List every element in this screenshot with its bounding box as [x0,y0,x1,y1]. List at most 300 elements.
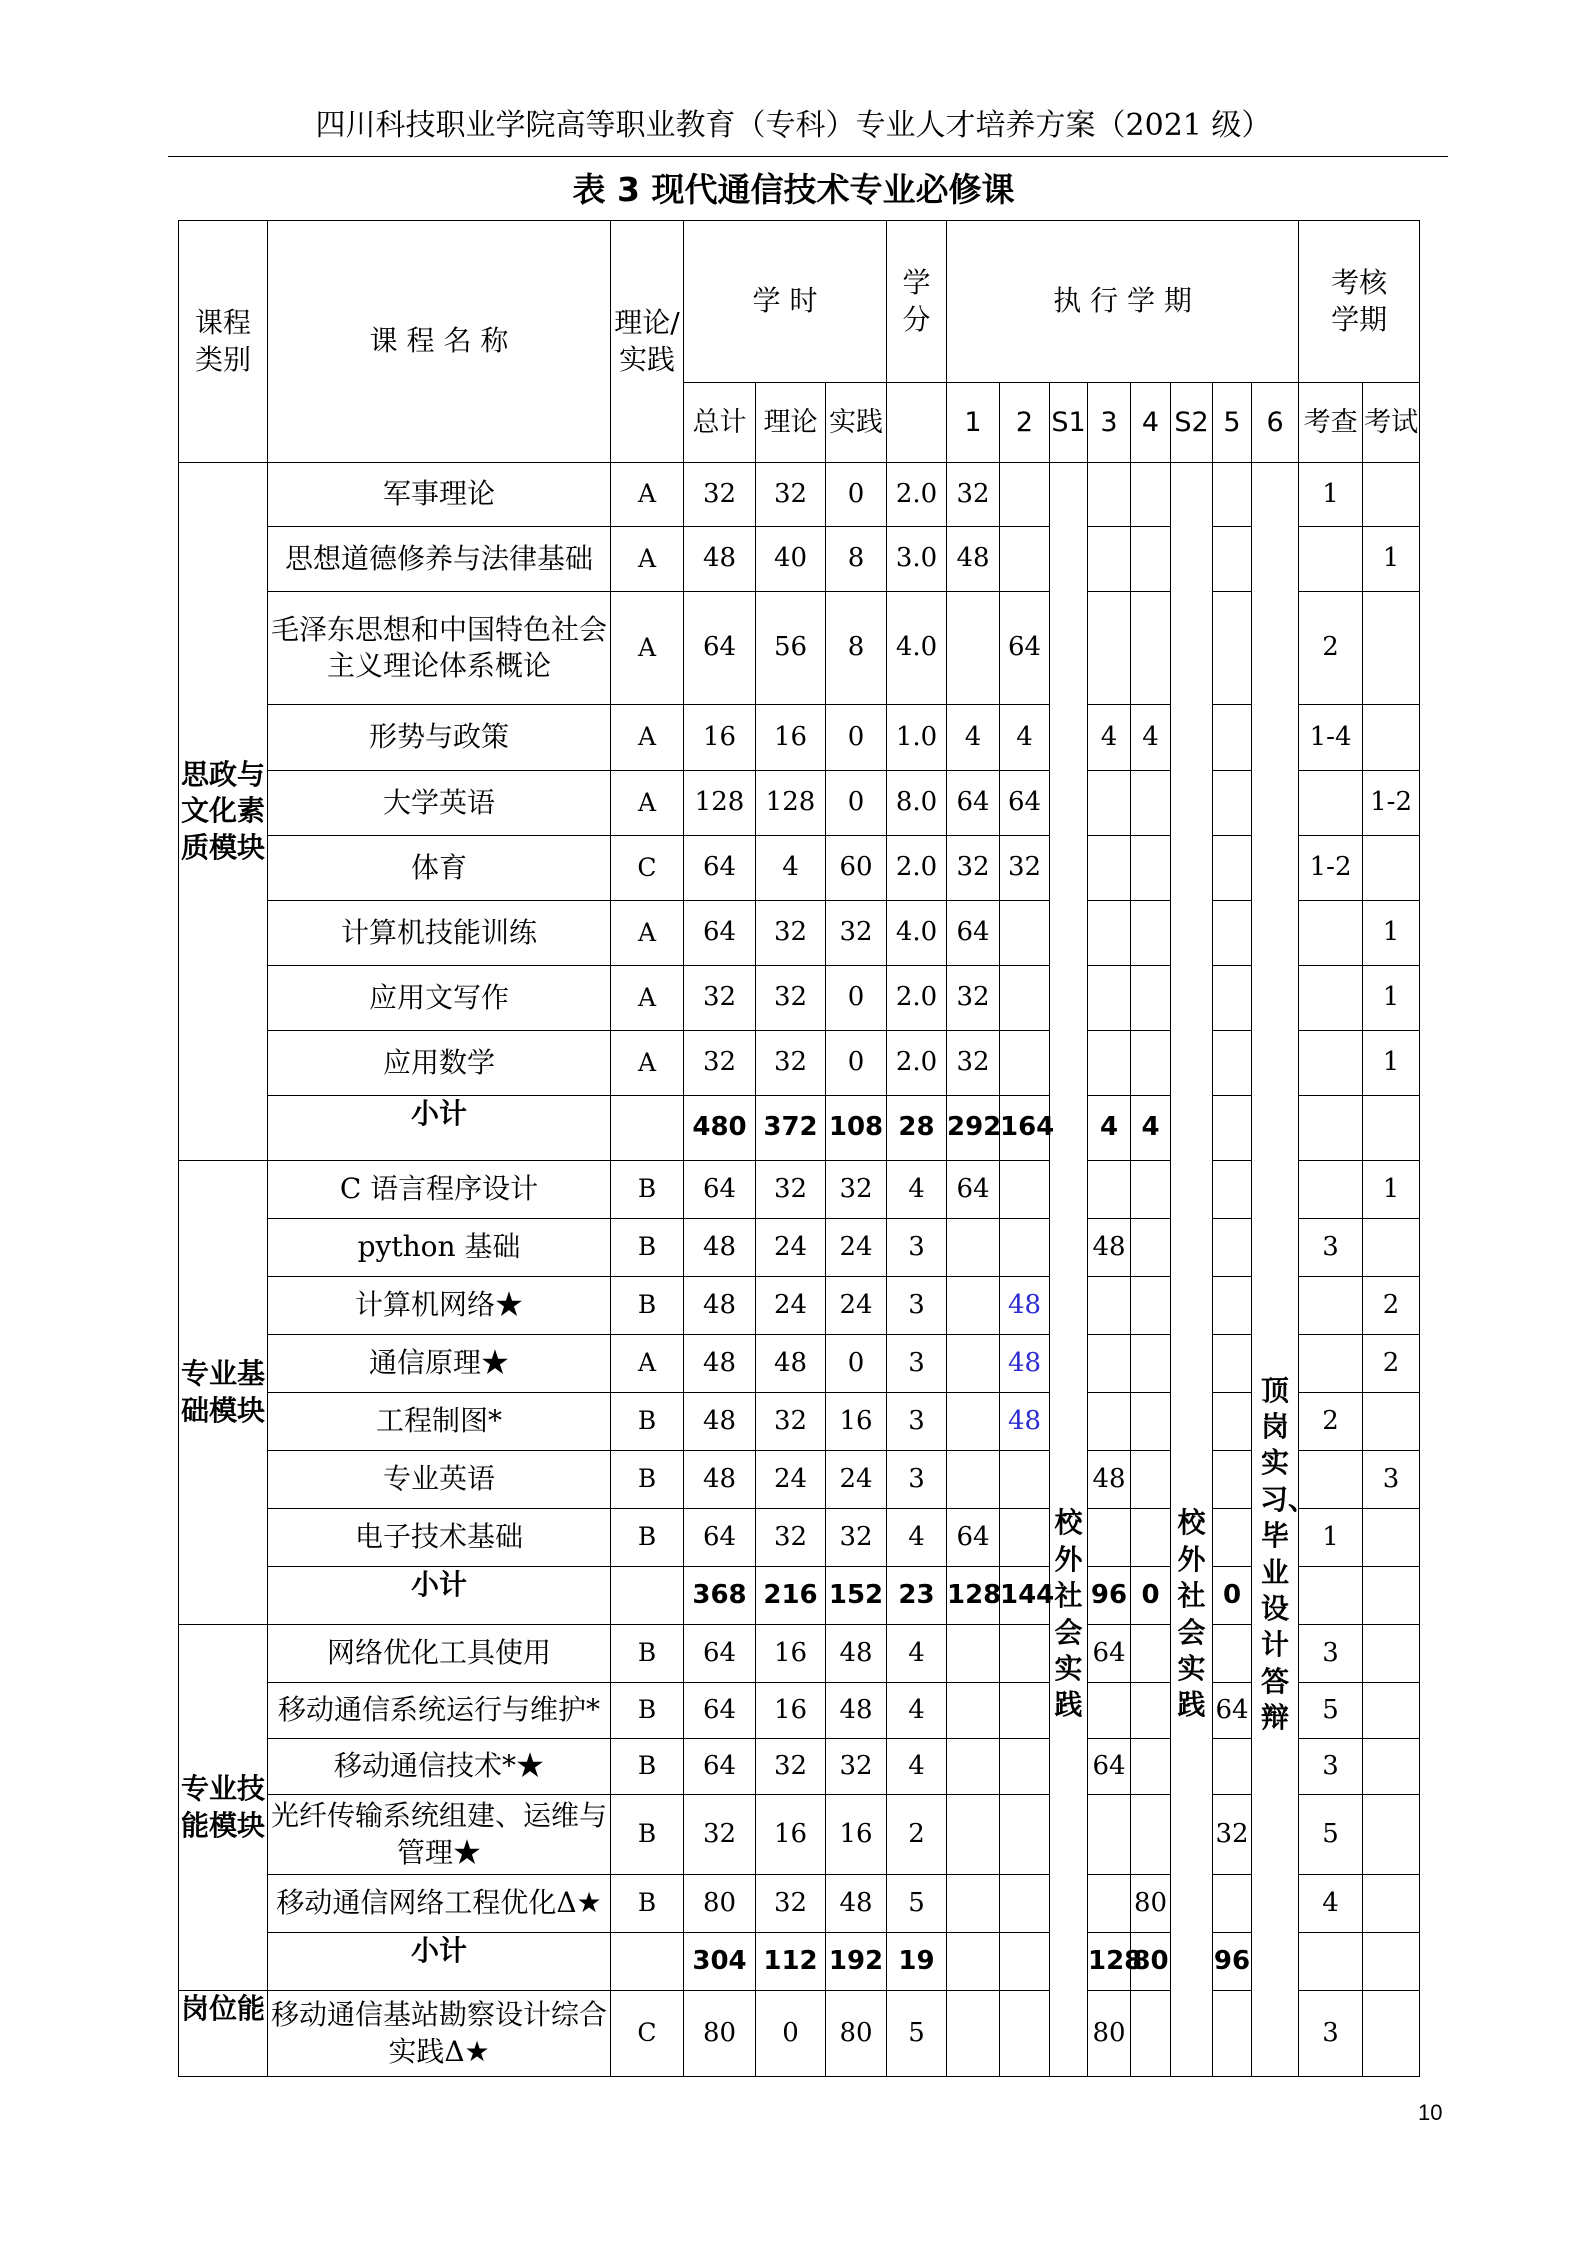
check-term: 2 [1299,1393,1363,1451]
check-term: 5 [1299,1795,1363,1875]
check-term [1299,1161,1363,1219]
hours-practice: 24 [826,1277,887,1335]
sem-1-hours: 48 [947,527,1000,592]
hours-practice: 0 [826,771,887,836]
sem-4-hours [1131,1795,1171,1875]
course-name: 计算机网络★ [268,1277,611,1335]
course-type: A [611,771,684,836]
hours-practice: 0 [826,463,887,527]
hours-theory: 56 [756,592,826,705]
sem-4-hours [1131,1393,1171,1451]
hours-practice: 80 [826,1991,887,2077]
hours-credit: 2.0 [887,836,947,901]
hours-credit: 3 [887,1393,947,1451]
sem-5-hours [1213,771,1252,836]
sem-1-hours: 64 [947,901,1000,966]
hours-total: 64 [684,901,756,966]
course-type: B [611,1509,684,1567]
table-row [179,1219,1420,1277]
sem-2-hours [1000,966,1050,1031]
hours-practice: 32 [826,1161,887,1219]
sem-3-hours: 4 [1088,1096,1131,1161]
sem-2-hours: 48 [1000,1393,1050,1451]
table-row [179,1451,1420,1509]
sem-5-hours [1213,1277,1252,1335]
sem-5-hours [1213,1031,1252,1096]
hours-practice: 152 [826,1567,887,1625]
sem-3-hours [1088,771,1131,836]
page-number: 10 [1418,2100,1443,2125]
exam-term [1363,1509,1420,1567]
course-name: 毛泽东思想和中国特色社会主义理论体系概论 [268,592,611,705]
sem-3-hours [1088,592,1131,705]
check-term [1299,1335,1363,1393]
table-row [179,1393,1420,1451]
table-row [179,527,1420,592]
sem-3-hours [1088,836,1131,901]
sem-1-hours [947,1277,1000,1335]
sem-4-hours [1131,1625,1171,1683]
hours-theory: 32 [756,1739,826,1795]
check-term: 4 [1299,1875,1363,1933]
hours-practice: 24 [826,1451,887,1509]
sem-2-hours: 48 [1000,1335,1050,1393]
sem-4-hours [1131,1451,1171,1509]
sem-4-hours [1131,1509,1171,1567]
course-name: 计算机技能训练 [268,901,611,966]
header-semester: 执 行 学 期 [947,221,1299,383]
sem-4-hours [1131,527,1171,592]
hours-credit: 4 [887,1625,947,1683]
section-category: 专业技能模块 [179,1625,268,1991]
course-type: C [611,1991,684,2077]
table-row [179,966,1420,1031]
course-type: A [611,966,684,1031]
hours-credit: 2.0 [887,1031,947,1096]
check-term: 3 [1299,1739,1363,1795]
header-check: 考查 [1299,383,1363,463]
sem-2-hours [1000,1219,1050,1277]
sem-2-hours [1000,527,1050,592]
sem-2-hours [1000,463,1050,527]
sem-3-hours [1088,1335,1131,1393]
sem-1-hours [947,1933,1000,1991]
hours-practice: 0 [826,1031,887,1096]
sem-4-hours [1131,1161,1171,1219]
hours-practice: 60 [826,836,887,901]
check-term [1299,1031,1363,1096]
exam-term: 1 [1363,1161,1420,1219]
sem-5-hours [1213,901,1252,966]
hours-theory: 128 [756,771,826,836]
course-type: A [611,527,684,592]
sem-4-hours [1131,1991,1171,2077]
section-category: 岗位能 [179,1991,268,2077]
section-category: 思政与文化素质模块 [179,463,268,1161]
course-type [611,1096,684,1161]
sem-2-hours [1000,1451,1050,1509]
table-row [179,1509,1420,1567]
sem-5-hours [1213,1161,1252,1219]
sem-1-hours [947,1991,1000,2077]
hours-total: 32 [684,966,756,1031]
sem-5-hours [1213,1393,1252,1451]
check-term [1299,966,1363,1031]
hours-total: 64 [684,592,756,705]
hours-total: 80 [684,1991,756,2077]
course-type: B [611,1625,684,1683]
sem-2-hours [1000,1031,1050,1096]
hours-theory: 24 [756,1451,826,1509]
sem-1-hours [947,1625,1000,1683]
exam-term [1363,592,1420,705]
sem-3-hours: 96 [1088,1567,1131,1625]
header-exam-term: 考核学期 [1299,221,1420,383]
check-term [1299,1567,1363,1625]
sem-2-hours [1000,1509,1050,1567]
sem-4-hours [1131,771,1171,836]
sem-3-hours [1088,1277,1131,1335]
check-term [1299,1096,1363,1161]
course-type [611,1933,684,1991]
hours-theory: 16 [756,1795,826,1875]
sem-3-hours [1088,1031,1131,1096]
hours-theory: 16 [756,705,826,771]
header-exam: 考试 [1363,383,1420,463]
hours-credit: 3 [887,1219,947,1277]
hours-theory: 48 [756,1335,826,1393]
header-hours-theory: 理论 [756,383,826,463]
course-type: A [611,901,684,966]
sem-2-hours [1000,1625,1050,1683]
table-row [179,901,1420,966]
hours-credit: 3.0 [887,527,947,592]
exam-term [1363,1567,1420,1625]
sem-2-hours [1000,1991,1050,2077]
course-name: 电子技术基础 [268,1509,611,1567]
hours-credit: 4 [887,1683,947,1739]
hours-theory: 24 [756,1277,826,1335]
sem-1-hours: 292 [947,1096,1000,1161]
hours-total: 32 [684,1031,756,1096]
header-credit-blank [887,383,947,463]
hours-theory: 32 [756,463,826,527]
header-rule [168,156,1448,157]
check-term [1299,1933,1363,1991]
hours-practice: 8 [826,592,887,705]
hours-practice: 48 [826,1875,887,1933]
check-term: 1-2 [1299,836,1363,901]
header-sem-4: 4 [1131,383,1171,463]
header-category: 课程类别 [179,221,268,463]
table-row [179,1031,1420,1096]
check-term: 3 [1299,1991,1363,2077]
sem-4-hours: 0 [1131,1567,1171,1625]
sem-4-hours [1131,966,1171,1031]
sem-1-hours: 32 [947,463,1000,527]
subtotal-label: 小计 [268,1567,611,1625]
exam-term [1363,1875,1420,1933]
hours-practice: 32 [826,901,887,966]
sem-4-hours [1131,901,1171,966]
course-name: 通信原理★ [268,1335,611,1393]
sem-5-hours [1213,1451,1252,1509]
check-term [1299,527,1363,592]
sem-2-hours [1000,901,1050,966]
course-type: A [611,705,684,771]
hours-credit: 3 [887,1451,947,1509]
table-row [179,592,1420,705]
hours-credit: 4 [887,1161,947,1219]
table-row [179,1991,1420,2077]
sem-4-hours: 4 [1131,705,1171,771]
exam-term [1363,1625,1420,1683]
sem-1-hours: 4 [947,705,1000,771]
table-row [179,1683,1420,1739]
hours-total: 32 [684,1795,756,1875]
course-type: B [611,1219,684,1277]
check-term: 2 [1299,592,1363,705]
exam-term [1363,1933,1420,1991]
s2-merged-cell: 校外社会实践 [1171,463,1213,2077]
course-name: 体育 [268,836,611,901]
exam-term [1363,836,1420,901]
sem-5-hours [1213,592,1252,705]
course-name: C 语言程序设计 [268,1161,611,1219]
sem-3-hours [1088,1393,1131,1451]
hours-total: 64 [684,1739,756,1795]
header-sem-1: 1 [947,383,1000,463]
sem-5-hours [1213,705,1252,771]
sem-3-hours: 48 [1088,1451,1131,1509]
sem-4-hours [1131,1031,1171,1096]
course-type: B [611,1393,684,1451]
hours-theory: 372 [756,1096,826,1161]
s1-merged-cell: 校外社会实践 [1050,463,1088,2077]
sem-5-hours [1213,1875,1252,1933]
table-title: 表 3 现代通信技术专业必修课 [572,170,1015,209]
sem-1-hours: 64 [947,771,1000,836]
hours-theory: 24 [756,1219,826,1277]
sem-2-hours [1000,1875,1050,1933]
course-name: 网络优化工具使用 [268,1625,611,1683]
hours-theory: 32 [756,901,826,966]
sem-3-hours: 64 [1088,1625,1131,1683]
sem-1-hours [947,1393,1000,1451]
sem-5-hours [1213,463,1252,527]
sem-5-hours: 0 [1213,1567,1252,1625]
hours-practice: 16 [826,1795,887,1875]
course-name: 移动通信基站勘察设计综合实践Δ★ [268,1991,611,2077]
sem-3-hours [1088,463,1131,527]
sem-2-hours: 48 [1000,1277,1050,1335]
hours-total: 48 [684,1335,756,1393]
sem-1-hours [947,1875,1000,1933]
table-row [179,463,1420,527]
hours-theory: 32 [756,1393,826,1451]
hours-total: 64 [684,1161,756,1219]
exam-term [1363,463,1420,527]
hours-practice: 48 [826,1625,887,1683]
sem-4-hours [1131,1219,1171,1277]
exam-term: 1 [1363,966,1420,1031]
sem6-merged-cell: 顶岗实习、毕业设计答辩 [1252,463,1299,2077]
exam-term [1363,1795,1420,1875]
check-term: 3 [1299,1625,1363,1683]
header-sem-6: 6 [1252,383,1299,463]
exam-term: 1-2 [1363,771,1420,836]
header-hours-total: 总计 [684,383,756,463]
hours-credit: 2 [887,1795,947,1875]
hours-credit: 5 [887,1875,947,1933]
header-sem-2: 2 [1000,383,1050,463]
table-row [179,771,1420,836]
header-sem-3: 3 [1088,383,1131,463]
course-type: B [611,1161,684,1219]
hours-practice: 0 [826,705,887,771]
sem-4-hours [1131,836,1171,901]
sem-3-hours [1088,1875,1131,1933]
sem-5-hours [1213,1739,1252,1795]
hours-total: 32 [684,463,756,527]
hours-practice: 32 [826,1739,887,1795]
course-name: 应用数学 [268,1031,611,1096]
exam-term [1363,1393,1420,1451]
hours-credit: 4.0 [887,592,947,705]
course-name: 形势与政策 [268,705,611,771]
course-name: python 基础 [268,1219,611,1277]
subtotal-row [179,1567,1420,1625]
hours-theory: 4 [756,836,826,901]
hours-total: 48 [684,1451,756,1509]
sem-5-hours [1213,966,1252,1031]
sem-1-hours [947,1795,1000,1875]
check-term: 5 [1299,1683,1363,1739]
subtotal-label: 小计 [268,1933,611,1991]
course-type: B [611,1683,684,1739]
hours-practice: 48 [826,1683,887,1739]
hours-total: 64 [684,1683,756,1739]
header-sem-s1: S1 [1050,383,1088,463]
sem-3-hours [1088,1509,1131,1567]
sem-1-hours [947,592,1000,705]
sem-1-hours [947,1451,1000,1509]
hours-theory: 16 [756,1683,826,1739]
hours-total: 48 [684,527,756,592]
sem-3-hours [1088,1161,1131,1219]
hours-theory: 0 [756,1991,826,2077]
course-name: 应用文写作 [268,966,611,1031]
table-row [179,836,1420,901]
subtotal-row [179,1933,1420,1991]
course-type: A [611,1335,684,1393]
header-type: 理论/实践 [611,221,684,463]
sem-4-hours: 4 [1131,1096,1171,1161]
exam-term [1363,1739,1420,1795]
course-type: B [611,1739,684,1795]
hours-practice: 16 [826,1393,887,1451]
hours-credit: 23 [887,1567,947,1625]
header-course-name: 课 程 名 称 [268,221,611,463]
course-name: 专业英语 [268,1451,611,1509]
hours-credit: 3 [887,1277,947,1335]
sem-2-hours: 4 [1000,705,1050,771]
sem-3-hours: 4 [1088,705,1131,771]
hours-credit: 2.0 [887,966,947,1031]
course-type: B [611,1875,684,1933]
sem-1-hours: 32 [947,1031,1000,1096]
sem-2-hours [1000,1933,1050,1991]
course-name: 移动通信技术*★ [268,1739,611,1795]
sem-3-hours [1088,966,1131,1031]
check-term [1299,771,1363,836]
header-hours-practice: 实践 [826,383,887,463]
exam-term [1363,1219,1420,1277]
table-row [179,1625,1420,1683]
hours-credit: 4 [887,1509,947,1567]
hours-practice: 0 [826,1335,887,1393]
check-term: 1 [1299,1509,1363,1567]
hours-practice: 192 [826,1933,887,1991]
sem-1-hours: 64 [947,1161,1000,1219]
sem-5-hours [1213,836,1252,901]
exam-term: 1 [1363,901,1420,966]
section-category: 专业基础模块 [179,1161,268,1625]
sem-5-hours [1213,1096,1252,1161]
exam-term [1363,1991,1420,2077]
hours-credit: 2.0 [887,463,947,527]
sem-5-hours [1213,527,1252,592]
hours-total: 48 [684,1277,756,1335]
hours-practice: 24 [826,1219,887,1277]
exam-term: 2 [1363,1277,1420,1335]
hours-practice: 0 [826,966,887,1031]
table-row [179,1161,1420,1219]
table-row [179,1739,1420,1795]
hours-total: 368 [684,1567,756,1625]
table-row [179,1875,1420,1933]
course-type: B [611,1451,684,1509]
check-term [1299,1277,1363,1335]
table-row [179,1335,1420,1393]
sem-1-hours: 128 [947,1567,1000,1625]
course-name: 移动通信网络工程优化Δ★ [268,1875,611,1933]
header-sem-s2: S2 [1171,383,1213,463]
header-sem-5: 5 [1213,383,1252,463]
sem-1-hours [947,1683,1000,1739]
sem-5-hours [1213,1625,1252,1683]
course-name: 光纤传输系统组建、运维与管理★ [268,1795,611,1875]
hours-total: 64 [684,836,756,901]
hours-theory: 40 [756,527,826,592]
exam-term: 1 [1363,527,1420,592]
exam-term [1363,1096,1420,1161]
sem-4-hours: 80 [1131,1875,1171,1933]
hours-theory: 32 [756,966,826,1031]
hours-total: 304 [684,1933,756,1991]
sem-3-hours [1088,1795,1131,1875]
hours-theory: 32 [756,1509,826,1567]
course-name: 军事理论 [268,463,611,527]
sem-3-hours [1088,1683,1131,1739]
hours-theory: 32 [756,1031,826,1096]
course-type: A [611,463,684,527]
sem-1-hours [947,1739,1000,1795]
hours-total: 48 [684,1219,756,1277]
sem-4-hours [1131,1739,1171,1795]
subtotal-label: 小计 [268,1096,611,1161]
hours-credit: 5 [887,1991,947,2077]
